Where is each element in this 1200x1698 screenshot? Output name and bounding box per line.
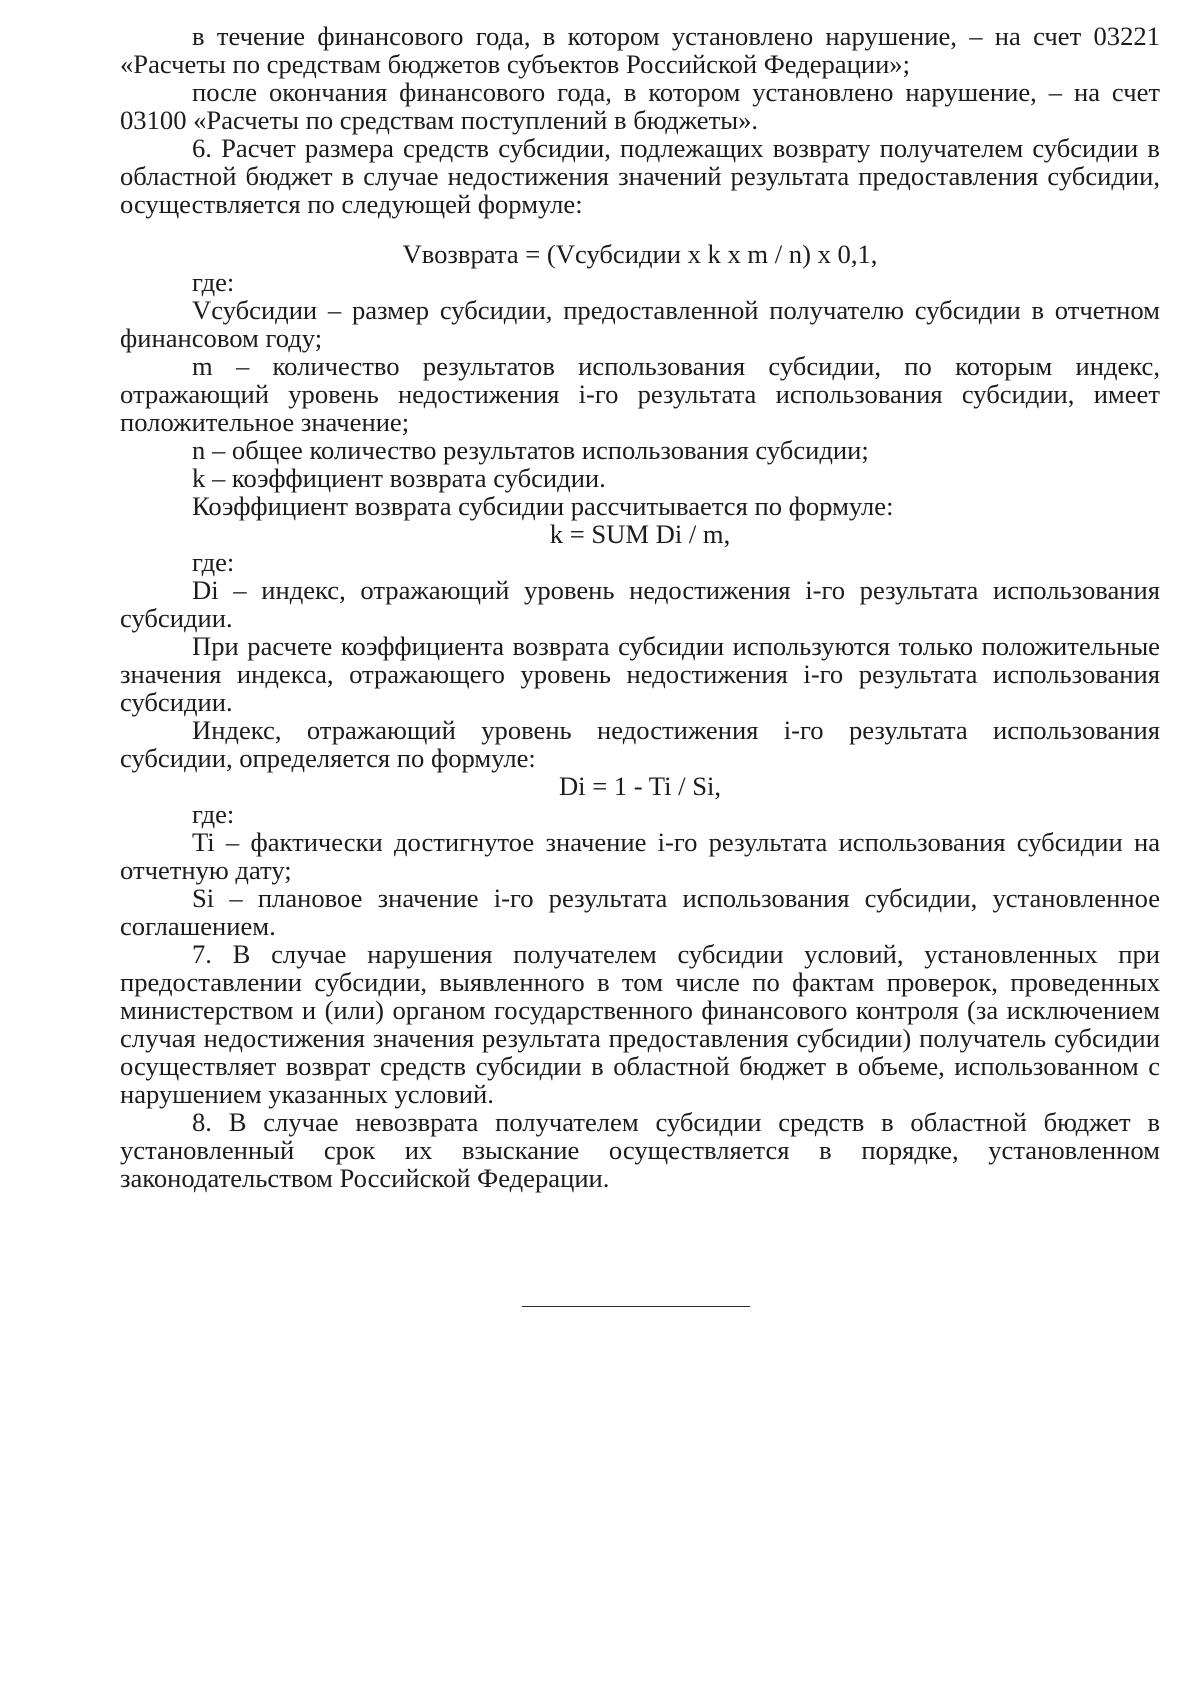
paragraph-account-03100: после окончания финансового года, в котором установлено нарушение, – на счет 03100 «Расчеты по средствам поступлений в бюджеты». xyxy=(120,77,1160,135)
paragraph-k-formula-intro: Коэффициент возврата субсидии рассчитывается по формуле: xyxy=(192,491,894,521)
end-divider-line xyxy=(522,1306,750,1307)
paragraph-item-6: 6. Расчет размера средств субсидии, подлежащих возврату получателем субсидии в областной бюджет в случае недостижения значений результата предоставления субсидии, осуществляется по следующей формуле: xyxy=(120,133,1160,219)
paragraph-item-7: 7. В случае нарушения получателем субсидии условий, установленных при предоставлении субсидии, выявленного в том числе по фактам проверок, проведенных министерством и (или) органом государственного финансового контроля (за исключением случая недостижения значения результата предоставления субсидии) получатель субсидии осуществляет возврат средств субсидии в областной бюджет в объеме, использованном с нарушением указанных условий. xyxy=(120,939,1160,1109)
definition-n: n – общее количество результатов использования субсидии; xyxy=(192,435,869,465)
formula-di: Di = 1 - Ti / Si, xyxy=(558,771,722,801)
definition-di: Di – индекс, отражающий уровень недостижения i-го результата использования субсидии. xyxy=(120,575,1160,633)
where-label: где: xyxy=(192,267,235,297)
paragraph-di-formula-intro: Индекс, отражающий уровень недостижения i-го результата использования субсидии, определяется по формуле: xyxy=(120,715,1160,773)
definition-si: Si – плановое значение i-го результата использования субсидии, установленное соглашением. xyxy=(120,883,1160,941)
definition-k: k – коэффициент возврата субсидии. xyxy=(192,463,606,493)
where-label: где: xyxy=(192,547,235,577)
formula-refund-volume: Vвозврата = (Vсубсидии x k x m / n) x 0,1, xyxy=(402,239,878,269)
definition-ti: Ti – фактически достигнутое значение i-го результата использования субсидии на отчетную дату; xyxy=(120,827,1160,885)
document-body xyxy=(120,22,1160,1192)
where-label: где: xyxy=(192,799,235,829)
formula-k: k = SUM Di / m, xyxy=(549,519,731,549)
paragraph-account-03221: в течение финансового года, в котором установлено нарушение, – на счет 03221 «Расчеты по средствам бюджетов субъектов Российской Федерации»; xyxy=(120,21,1160,79)
paragraph-item-8: 8. В случае невозврата получателем субсидии средств в областной бюджет в установленный срок их взыскание осуществляется в порядке, установленном законодательством Российской Федерации. xyxy=(120,1107,1160,1193)
definition-m: m – количество результатов использования субсидии, по которым индекс, отражающий уровень недостижения i-го результата использования субсидии, имеет положительное значение; xyxy=(120,351,1160,437)
paragraph-positive-values: При расчете коэффициента возврата субсидии используются только положительные значения индекса, отражающего уровень недостижения i-го результата использования субсидии. xyxy=(120,631,1160,717)
definition-v-subsidy: Vсубсидии – размер субсидии, предоставленной получателю субсидии в отчетном финансовом году; xyxy=(120,295,1160,353)
